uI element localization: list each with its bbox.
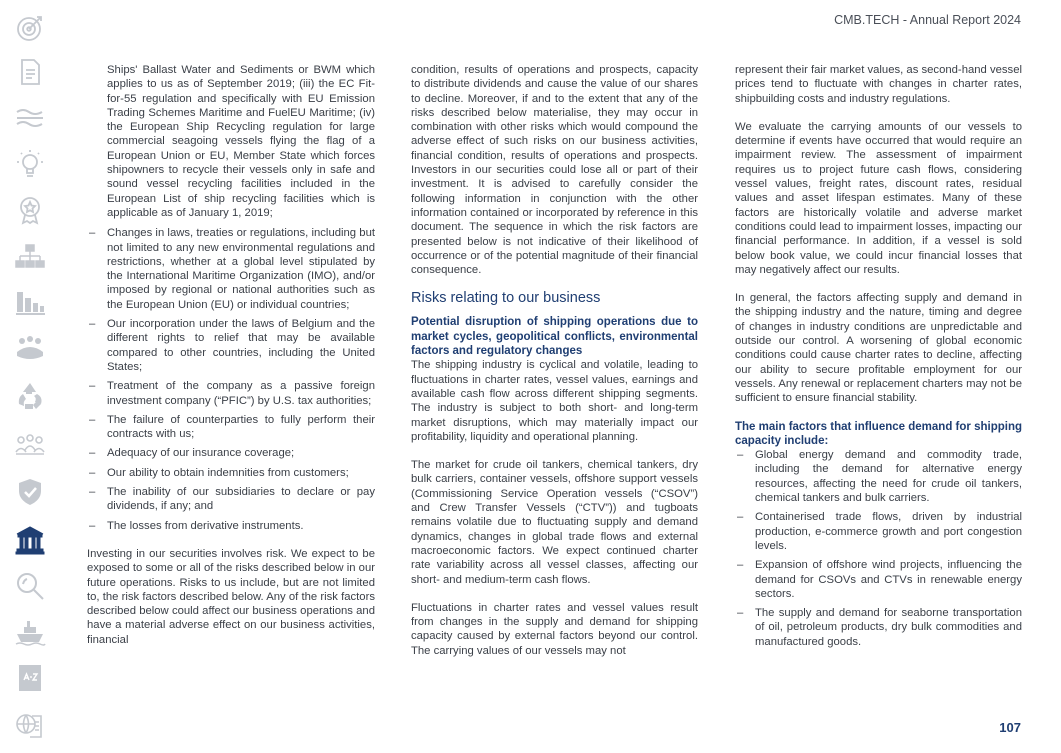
list-item: – Treatment of the company as a passive foreign investment company (“PFIC”) by U.S. tax authorities; xyxy=(87,379,375,408)
section-title: Risks relating to our business xyxy=(411,290,601,307)
paragraph: represent their fair market values, as second-hand vessel prices tend to fluctuate with changes in charter rates, shipbuilding costs and industry regulations. xyxy=(735,64,1022,105)
list-item: – Our ability to obtain indemnities from customers; xyxy=(87,466,375,480)
page-number: 107 xyxy=(999,720,1021,735)
column-3 xyxy=(735,63,1022,663)
list-item: – Global energy demand and commodity trade, including the demand for alternative energy resources, affecting the need for crude oil tankers, chemical tankers and bulk carriers. xyxy=(735,448,1022,505)
bar-chart-icon[interactable] xyxy=(14,286,46,318)
org-chart-icon[interactable] xyxy=(14,240,46,272)
section-sidebar xyxy=(0,0,58,753)
paragraph: Investing in our securities involves risk. We expect to be exposed to some or all of the risks described below in our future operations. Risks to us include, but are not limited to, the risk factors described below. Any of the risk factors described below could affect our business operations and have a material adverse effect on our business activities, financial xyxy=(87,547,375,646)
ship-icon[interactable] xyxy=(14,616,46,648)
paragraph: We evaluate the carrying amounts of our vessels to determine if events have occurred that would require an impairment review. The assessment of impairment requires us to project future cash flows, considering vessel values, freight rates, discount rates, residual values and asset lifespan estimates. Many of these factors are historically volatile and adverse market conditions could lead to impairment losses, impacting our financial performance. In addition, if a vessel is sold below book value, we could incur financial losses that may negatively affect our results. xyxy=(735,120,1022,276)
waves-icon[interactable] xyxy=(14,102,46,134)
list-item: – The supply and demand for seaborne transportation of oil, petroleum products, dry bulk commodities and manufactured goods. xyxy=(735,606,1022,649)
paragraph: condition, results of operations and prospects, capacity to distribute dividends and cause the value of our shares to decline. Moreover, if and to the extent that any of the risks described below materialise, they may occur in combination with other risks which would compound the adverse effect of such risks on our business activities, financial condition, results of operations and prospects. Investors in our securities could lose all or part of their investment. It is advised to carefully consider the following information in conjunction with the other information contained or incorporated by reference in this document. The sequence in which the risk factors are presented below is not indicative of their likelihood of occurrence or of the potential magnitude of their financial consequence. xyxy=(411,64,698,277)
community-icon[interactable] xyxy=(14,332,46,364)
recycle-icon[interactable] xyxy=(14,380,46,412)
a-z-index-icon[interactable] xyxy=(14,662,46,694)
list-item: – Containerised trade flows, driven by industrial production, e-commerce growth and port congestion levels. xyxy=(735,510,1022,553)
target-icon[interactable] xyxy=(14,12,46,44)
paragraph: In general, the factors affecting supply and demand in the shipping industry and the nature, timing and degree of changes in industry conditions are unpredictable and outside our control. A worsening of global economic conditions could cause charter rates to decline, affecting our ability to secure profitable employment for our vessels. Any renewal or replacement charters may not be sufficient to ensure financial stability. xyxy=(735,292,1022,405)
list-item: – Our incorporation under the laws of Belgium and the different rights to relief that may be available compared to other countries, including the United States; xyxy=(87,317,375,374)
paragraph: The shipping industry is cyclical and volatile, leading to fluctuations in charter rates, vessel values, earnings and available cash flow across different shipping segments. The industry is subject to both short- and long-term market disruptions, which may materially impact our profitability, liquidity and operational planning. xyxy=(411,359,698,443)
list-item: – Expansion of offshore wind projects, influencing the demand for CSOVs and CTVs in renewable energy sectors. xyxy=(735,558,1022,601)
list-item: – Changes in laws, treaties or regulations, including but not limited to any new environmental regulations and restrictions, whether at a global level stipulated by the International Maritime Organization (IMO), and/or imposed by regional or national authorities such as the European Union (EU) or individual countries; xyxy=(87,226,375,312)
list-item: – Adequacy of our insurance coverage; xyxy=(87,446,375,460)
search-icon[interactable] xyxy=(14,570,46,602)
report-header: CMB.TECH - Annual Report 2024 xyxy=(834,13,1021,27)
people-icon[interactable] xyxy=(14,428,46,460)
paragraph: Ships' Ballast Water and Sediments or BWM which applies to us as of September 2019; (iii) the EC Fit-for-55 regulation and specifically with EU Emission Trading Schemes Maritime and FuelEU Maritime; (iv) the European Ship Recycling regulation for large commercial seagoing vessels flying the flag of a European Union or EU, Member State which forces shipowners to recycle their vessels only in safe and sound vessel recycling facilities included in the European List of ship recycling facilities which is applicable as of January 1, 2019; xyxy=(107,64,375,219)
list-item: – The failure of counterparties to fully perform their contracts with us; xyxy=(87,413,375,442)
globe-document-icon[interactable] xyxy=(14,708,46,740)
demand-factor-list xyxy=(735,448,1022,649)
list-item: – The losses from derivative instruments. xyxy=(87,519,375,533)
subheading: The main factors that influence demand for shipping capacity include: xyxy=(735,420,1022,447)
document-icon[interactable] xyxy=(14,56,46,88)
shield-check-icon[interactable] xyxy=(14,476,46,508)
column-1 xyxy=(87,63,375,661)
risk-factor-list xyxy=(87,226,375,533)
paragraph: The market for crude oil tankers, chemical tankers, dry bulk carriers, container vessels, offshore support vessels (Commissioning Service Operation vessels (“CSOV”) and Crew Transfer Vessels (“CTV”)) and tugboats remains volatile due to fluctuating supply and demand dynamics, changes in global trade flows and external macroeconomic factors. We expect continued charter rate variability across all vessel classes, affecting our short- and medium-term cash flows. xyxy=(411,459,698,586)
list-item: – The inability of our subsidiaries to declare or pay dividends, if any; and xyxy=(87,485,375,514)
award-icon[interactable] xyxy=(14,194,46,226)
bank-icon[interactable] xyxy=(14,524,46,556)
subheading: Potential disruption of shipping operations due to market cycles, geopolitical conflicts, environmental factors and regulatory changes xyxy=(411,316,698,358)
lightbulb-icon[interactable] xyxy=(14,148,46,180)
paragraph: Fluctuations in charter rates and vessel values result from changes in the supply and demand for shipping capacity caused by external factors beyond our control. The carrying values of our vessels may not xyxy=(411,601,698,657)
column-2 xyxy=(411,63,698,672)
